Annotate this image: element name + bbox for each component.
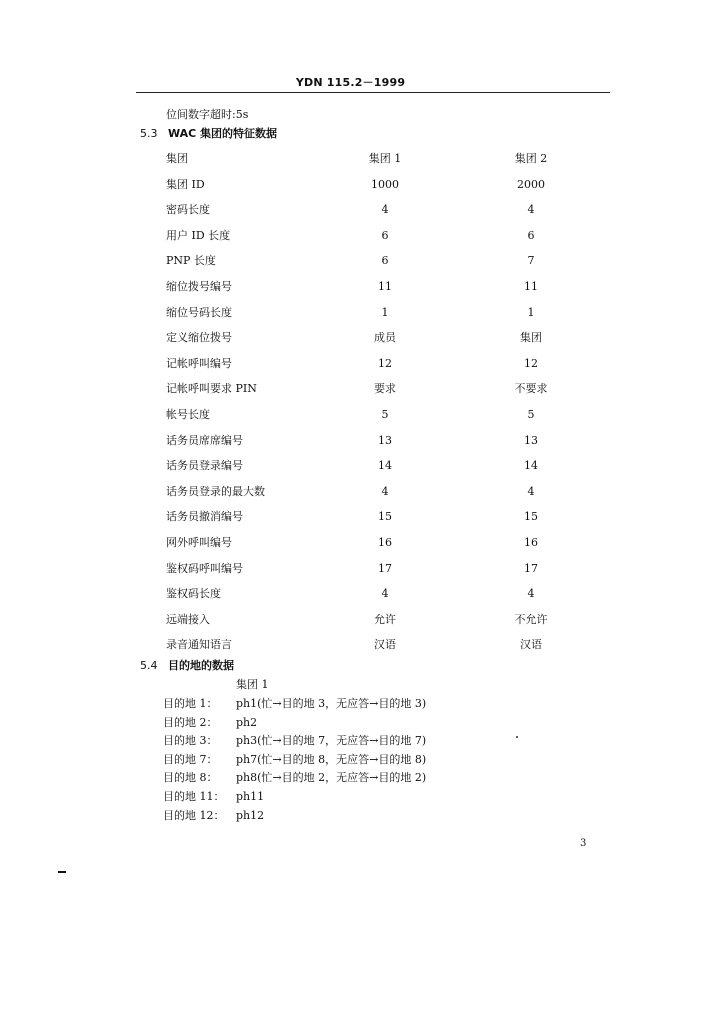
table-row	[0, 485, 701, 499]
group-1-value-cell: 17	[378, 561, 392, 575]
group-1-value-cell: 5	[381, 408, 389, 421]
table-row	[0, 382, 701, 396]
destination-value: ph2	[236, 715, 258, 729]
table-row	[0, 536, 701, 550]
section-title: 目的地的数据	[168, 659, 234, 672]
standard-code-header: YDN 115.2－1999	[295, 76, 406, 89]
group-1-value-cell: 允许	[374, 612, 396, 626]
destination-row	[0, 697, 701, 711]
feature-name-cell: 集团	[166, 152, 188, 165]
destination-value: ph1(忙→目的地 3，无应答→目的地 3)	[236, 697, 427, 710]
intro-line: 位间数字超时:5s	[166, 108, 249, 121]
feature-name-cell: 记帐呼叫要求 PIN	[166, 382, 257, 396]
group-2-value-cell: 集团 2	[514, 152, 548, 165]
destination-row	[0, 753, 701, 767]
margin-mark	[58, 871, 66, 873]
page-number: 3	[580, 838, 587, 849]
destination-label: 目的地 3：	[163, 734, 218, 748]
table-row	[0, 613, 701, 627]
group-1-value-cell: 1000	[371, 177, 399, 191]
table-row	[0, 510, 701, 524]
feature-name-cell: 帐号长度	[166, 408, 210, 421]
destination-row	[0, 734, 701, 748]
table-row	[0, 331, 701, 345]
destination-value: ph8(忙→目的地 2，无应答→目的地 2)	[236, 771, 427, 785]
group-1-value-cell: 13	[378, 433, 392, 447]
table-row	[0, 203, 701, 217]
group-2-value-cell: 1	[527, 305, 535, 319]
group-label: 集团 1	[236, 678, 269, 691]
group-1-value-cell: 15	[378, 510, 392, 524]
group-2-value-cell: 4	[527, 484, 535, 498]
section-number: 5.3	[140, 127, 158, 140]
table-row	[0, 357, 701, 371]
feature-name-cell: 定义缩位拨号	[166, 331, 232, 345]
destination-label: 目的地 8：	[163, 771, 218, 785]
group-1-value-cell: 汉语	[374, 638, 396, 652]
group-1-value-cell: 集团 1	[368, 152, 402, 165]
group-1-value-cell: 14	[378, 459, 392, 473]
feature-name-cell: 话务员席席编号	[166, 433, 243, 447]
destination-value: ph12	[236, 808, 265, 822]
group-2-value-cell: 不要求	[514, 382, 548, 396]
feature-name-cell: 鉴权码长度	[166, 587, 221, 601]
group-2-value-cell: 15	[524, 510, 538, 524]
group-2-value-cell: 17	[524, 561, 538, 575]
group-2-value-cell: 6	[527, 228, 535, 242]
group-1-value-cell: 6	[381, 228, 389, 242]
destination-value: ph11	[236, 790, 265, 803]
group-1-value-cell: 成员	[374, 331, 396, 345]
group-1-value-cell: 1	[381, 305, 389, 319]
destination-label: 目的地 2：	[163, 715, 218, 729]
table-row	[0, 306, 701, 320]
feature-name-cell: 鉴权码呼叫编号	[166, 561, 243, 575]
feature-name-cell: 用户 ID 长度	[166, 228, 231, 242]
section-title: WAC 集团的特征数据	[168, 127, 278, 140]
group-1-value-cell: 4	[381, 587, 389, 601]
group-2-value-cell: 4	[527, 203, 535, 217]
group-2-value-cell: 汉语	[520, 638, 542, 652]
destination-value: ph3(忙→目的地 7，无应答→目的地 7)	[236, 734, 427, 748]
destination-label: 目的地 11：	[163, 790, 225, 803]
feature-name-cell: 缩位拨号编号	[166, 280, 232, 293]
feature-name-cell: 话务员登录编号	[166, 459, 243, 473]
table-row	[0, 280, 701, 294]
table-row	[0, 152, 701, 166]
group-1-value-cell: 4	[381, 484, 389, 498]
feature-name-cell: PNP 长度	[166, 254, 216, 268]
feature-name-cell: 网外呼叫编号	[166, 536, 232, 549]
section-5-3-heading	[140, 127, 277, 141]
group-2-value-cell: 12	[524, 356, 538, 370]
group-2-value-cell: 13	[524, 433, 538, 447]
table-row	[0, 638, 701, 652]
destination-label: 目的地 1：	[163, 697, 218, 710]
feature-name-cell: 话务员登录的最大数	[166, 484, 265, 498]
destination-label: 目的地 7：	[163, 752, 218, 766]
table-row	[0, 587, 701, 601]
section-number: 5.4	[140, 659, 158, 672]
feature-name-cell: 记帐呼叫编号	[166, 356, 232, 370]
table-row	[0, 178, 701, 192]
destination-row	[0, 790, 701, 804]
group-2-value-cell: 不允许	[514, 612, 548, 626]
feature-name-cell: 录音通知语言	[166, 638, 232, 652]
group-2-value-cell: 7	[527, 254, 535, 268]
group-1-value-cell: 11	[378, 280, 392, 293]
destination-row	[0, 716, 701, 730]
section-5-4-heading	[140, 659, 234, 673]
group-2-value-cell: 14	[524, 459, 538, 473]
group-2-value-cell: 16	[524, 536, 538, 549]
table-row	[0, 229, 701, 243]
table-row	[0, 459, 701, 473]
group-2-value-cell: 4	[527, 587, 535, 601]
destination-row	[0, 809, 701, 823]
group-2-value-cell: 集团	[520, 331, 542, 345]
group-1-value-cell: 16	[378, 536, 392, 549]
table-row	[0, 254, 701, 268]
destination-value: ph7(忙→目的地 8，无应答→目的地 8)	[236, 752, 427, 766]
group-2-value-cell: 11	[524, 280, 538, 293]
feature-name-cell: 密码长度	[166, 203, 210, 217]
table-row	[0, 408, 701, 422]
feature-name-cell: 话务员撤消编号	[166, 510, 243, 524]
table-row	[0, 434, 701, 448]
group-1-value-cell: 要求	[374, 382, 396, 396]
group-1-value-cell: 6	[381, 254, 389, 268]
group-1-value-cell: 12	[378, 356, 392, 370]
destination-row	[0, 771, 701, 785]
header-rule	[136, 92, 610, 93]
group-2-value-cell: 2000	[517, 177, 545, 191]
destination-label: 目的地 12：	[163, 808, 225, 822]
feature-name-cell: 集团 ID	[166, 177, 205, 191]
table-row	[0, 562, 701, 576]
scan-speck	[516, 736, 518, 738]
group-2-value-cell: 5	[527, 408, 535, 421]
feature-name-cell: 远端接入	[166, 612, 210, 626]
group-1-value-cell: 4	[381, 203, 389, 217]
feature-name-cell: 缩位号码长度	[166, 305, 232, 319]
